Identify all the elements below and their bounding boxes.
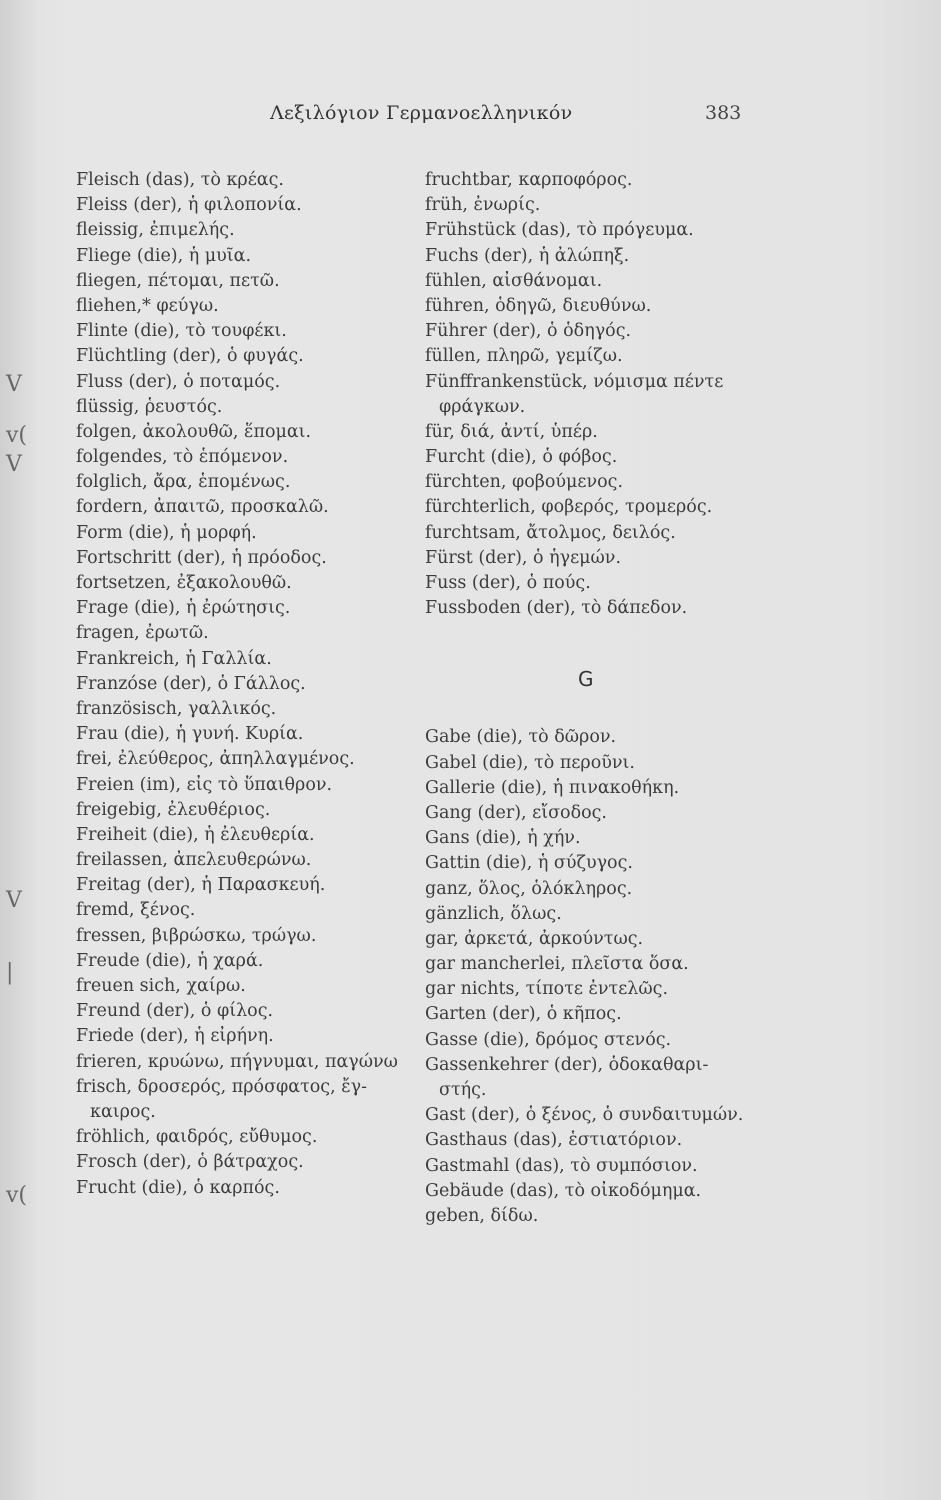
dictionary-entry: Flüchtling (der), ὁ φυγάς. [76,346,304,367]
dictionary-entry: Fliege (die), ἡ μυῖα. [76,245,252,266]
dictionary-entry: füllen, πληρῶ, γεμίζω. [425,346,623,367]
dictionary-entry: Friede (der), ἡ εἰρήνη. [76,1026,274,1047]
dictionary-entry-continuation: καιρος. [90,1101,156,1122]
dictionary-entry: Führer (der), ὁ ὁδηγός. [425,321,632,342]
dictionary-entry: Fleiss (der), ἡ φιλοπονία. [76,195,302,216]
dictionary-entry: Gans (die), ἡ χήν. [425,828,581,849]
dictionary-entry: Gastmahl (das), τὸ συμπόσιον. [425,1155,698,1176]
dictionary-entry: französisch, γαλλικός. [76,698,277,719]
dictionary-entry: geben, δίδω. [425,1205,539,1226]
dictionary-entry: folgendes, τὸ ἑπόμενον. [76,447,289,468]
dictionary-entry: fressen, βιβρώσκω, τρώγω. [76,925,317,946]
dictionary-entry: Freien (im), εἰς τὸ ὕπαιθρον. [76,774,333,795]
dictionary-entry: fliehen,* φεύγω. [76,295,219,316]
dictionary-entry: flüssig, ῥευστός. [76,396,223,417]
dictionary-entry: folglich, ἄρα, ἑπομένως. [76,472,291,493]
dictionary-entry: Fünffrankenstück, νόμισμα πέντε [425,371,724,392]
dictionary-entry: Frau (die), ἡ γυνή. Κυρία. [76,724,304,745]
dictionary-entry-continuation: στής. [439,1080,487,1100]
page-number: 383 [705,102,742,124]
dictionary-entry: Fleisch (das), τὸ κρέας. [76,170,284,190]
dictionary-entry: ganz, ὅλος, ὁλόκληρος. [425,878,633,899]
margin-mark: V [6,452,22,477]
dictionary-entry: fleissig, ἐπιμελής. [76,220,235,241]
dictionary-entry: freigebig, ἐλευθέριος. [76,799,271,820]
margin-mark: | [6,960,14,985]
dictionary-entry-continuation: φράγκων. [439,396,526,417]
section-spacer [425,621,785,667]
dictionary-entry: Gasse (die), δρόμος στενός. [425,1029,672,1050]
left-column [76,168,416,1201]
margin-mark: v( [6,1183,28,1208]
dictionary-entry: freilassen, ἀπελευθερώνω. [76,850,312,871]
dictionary-entry: Freund (der), ὁ φίλος. [76,1001,274,1022]
dictionary-entry: Gasthaus (das), ἑστιατόριον. [425,1130,683,1151]
margin-mark: v( [6,423,28,448]
dictionary-entry: frisch, δροσερός, πρόσφατος, ἔγ- [76,1076,367,1097]
dictionary-entry: für, διά, ἀντί, ὑπέρ. [425,421,598,442]
margin-mark: V [6,888,22,913]
dictionary-entry: Fürst (der), ὁ ἡγεμών. [425,547,622,568]
margin-mark: V [6,372,22,397]
dictionary-entry: Frucht (die), ὁ καρπός. [76,1177,280,1198]
dictionary-entry: Gabel (die), τὸ περοῦνι. [425,752,635,773]
dictionary-entry: Garten (der), ὁ κῆπος. [425,1004,622,1025]
dictionary-entry: fühlen, αἰσθάνομαι. [425,270,603,291]
dictionary-entry: Furcht (die), ὁ φόβος. [425,447,618,468]
dictionary-entry: Gattin (die), ἡ σύζυγος. [425,853,633,874]
dictionary-entry: Fuchs (der), ἡ ἀλώπηξ. [425,245,630,266]
dictionary-entry: furchtsam, ἄτολμος, δειλός. [425,522,676,543]
dictionary-entry: Frankreich, ἡ Γαλλία. [76,648,272,669]
dictionary-entry: fortsetzen, ἐξακολουθῶ. [76,573,292,593]
section-letter-heading: G [578,667,594,692]
dictionary-entry: gar nichts, τίποτε ἐντελῶς. [425,979,669,1000]
dictionary-entry: Gast (der), ὁ ξένος, ὁ συνδαιτυμών. [425,1105,744,1126]
dictionary-entry: frieren, κρυώνω, πήγνυμαι, παγώνω [76,1051,398,1072]
dictionary-entry: Gang (der), εἴσοδος. [425,802,607,823]
dictionary-entry: Fussboden (der), τὸ δάπεδον. [425,598,688,619]
dictionary-entry: gar mancherlei, πλεῖστα ὅσα. [425,954,689,975]
dictionary-entry: frei, ἐλεύθερος, ἀπηλλαγμένος. [76,749,355,770]
dictionary-entry: folgen, ἀκολουθῶ, ἕπομαι. [76,421,312,442]
dictionary-entry: fordern, ἀπαιτῶ, προσκαλῶ. [76,497,329,518]
dictionary-entry: fragen, ἐρωτῶ. [76,623,209,644]
dictionary-entry: führen, ὁδηγῶ, διευθύνω. [425,295,652,316]
section-spacer [425,692,785,725]
dictionary-entry: Fuss (der), ὁ πούς. [425,573,591,593]
dictionary-entry: fürchterlich, φοβερός, τρομερός. [425,497,713,518]
dictionary-entry: Flinte (die), τὸ τουφέκι. [76,321,287,342]
dictionary-entry: fremd, ξένος. [76,900,196,921]
dictionary-entry: Freitag (der), ἡ Παρασκευή. [76,875,326,896]
dictionary-entry: Gebäude (das), τὸ οἰκοδόμημα. [425,1180,702,1201]
dictionary-entry: fürchten, φοβούμενος. [425,472,624,493]
dictionary-entry: gänzlich, ὅλως. [425,903,562,924]
dictionary-entry: gar, ἀρκετά, ἀρκούντως. [425,928,644,949]
dictionary-entry: fliegen, πέτομαι, πετῶ. [76,270,280,291]
page-header [0,102,941,132]
dictionary-entry: Frosch (der), ὁ βάτραχος. [76,1152,304,1173]
dictionary-entry: Frage (die), ἡ ἐρώτησις. [76,598,291,619]
dictionary-entry: Gallerie (die), ἡ πινακοθήκη. [425,777,680,798]
dictionary-entry: fröhlich, φαιδρός, εὔθυμος. [76,1127,318,1148]
running-title: Λεξιλόγιον Γερμανοελληνικόν [270,102,573,124]
dictionary-entry: Freiheit (die), ἡ ἐλευθερία. [76,824,315,845]
dictionary-entry: Gassenkehrer (der), ὁδοκαθαρι- [425,1054,709,1075]
dictionary-entry: früh, ἐνωρίς. [425,195,541,216]
dictionary-entry: Franzóse (der), ὁ Γάλλος. [76,673,306,694]
right-column [425,168,785,1229]
dictionary-entry: Gabe (die), τὸ δῶρον. [425,727,617,748]
dictionary-entry: Fortschritt (der), ἡ πρόοδος. [76,547,327,568]
dictionary-entry: fruchtbar, καρποφόρος. [425,170,633,190]
dictionary-entry: Frühstück (das), τὸ πρόγευμα. [425,220,694,241]
dictionary-entry: freuen sich, χαίρω. [76,976,246,996]
dictionary-entry: Fluss (der), ὁ ποταμός. [76,371,281,392]
dictionary-entry: Form (die), ἡ μορφή. [76,522,257,543]
dictionary-entry: Freude (die), ἡ χαρά. [76,950,264,971]
margin-marks [6,0,46,1500]
